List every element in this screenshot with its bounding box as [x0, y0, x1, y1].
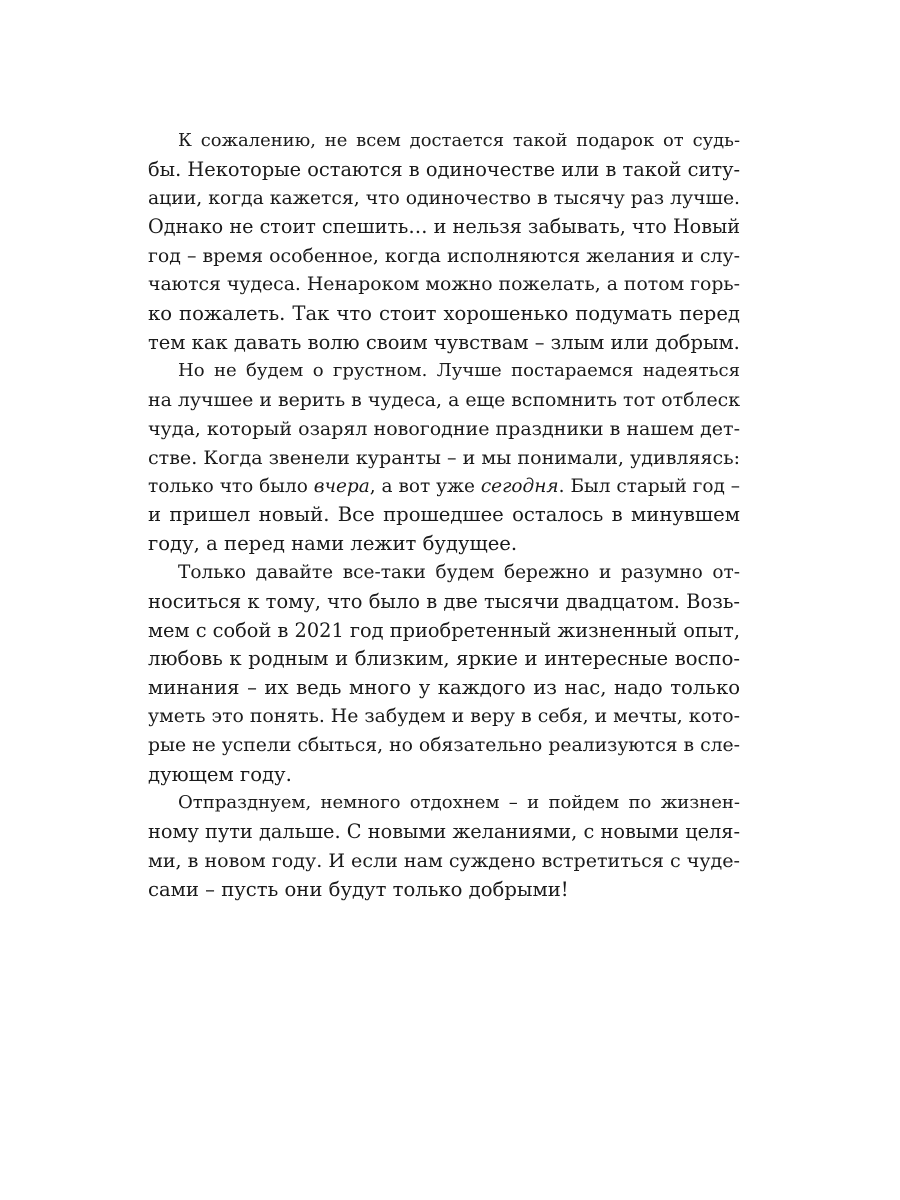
text-line: любовь к родным и близким, яркие и интересные воспо- — [148, 647, 740, 671]
text-line: чаются чудеса. Ненароком можно пожелать, а потом горь- — [148, 273, 741, 295]
text-line: на лучшее и верить в чудеса, а еще вспомнить тот отблеск — [148, 389, 740, 412]
paragraph-2 — [148, 357, 740, 559]
text-line: ми, в новом году. И если нам суждено встретиться с чуде- — [148, 849, 740, 872]
text-line: дующем году. — [148, 762, 292, 786]
text-line: стве. Когда звенели куранты – и мы понимали, удивляясь: — [148, 446, 740, 469]
text-line: уметь это понять. Не забудем и веру в себя, и мечты, кото- — [148, 705, 740, 727]
text-line: Отпразднуем, немного отдохнем – и пойдем по жизнен- — [178, 792, 740, 814]
italic-word-vchera: вчера — [313, 475, 370, 497]
text-line: ации, когда кажется, что одиночество в тысячу раз лучше. — [148, 187, 740, 209]
paragraph-1 — [148, 127, 740, 357]
paragraph-4 — [148, 789, 740, 904]
text-line: носиться к тому, что было в две тысячи двадцатом. Возь- — [148, 589, 740, 613]
text-line: Только давайте все-таки будем бережно и разумно от- — [178, 561, 740, 583]
paragraph-3 — [148, 559, 740, 789]
text-run: , а вот уже — [369, 475, 481, 497]
text-line: году, а перед нами лежит будущее. — [148, 532, 518, 556]
text-line: чуда, который озарял новогодние праздники в нашем дет- — [148, 417, 740, 440]
text-line: ному пути дальше. С новыми желаниями, с новыми целя- — [148, 820, 740, 844]
text-line: год – время особенное, когда исполняются желания и слу- — [148, 245, 740, 268]
text-line: бы. Некоторые остаются в одиночестве или в такой ситу- — [148, 157, 740, 181]
text-line: минания – их ведь много у каждого из нас, надо только — [148, 676, 740, 700]
text-line: К сожалению, не всем достается такой подарок от судь- — [178, 130, 740, 151]
text-line: рые не успели сбыться, но обязательно реализуются в сле- — [148, 734, 740, 756]
text-line-mixed — [148, 473, 740, 502]
text-line: ко пожалеть. Так что стоит хорошенько подумать перед — [148, 301, 740, 325]
text-run: . Был старый год – — [558, 475, 740, 497]
text-line: Но не будем о грустном. Лучше постараемся надеяться — [178, 360, 740, 382]
text-line: тем как давать волю своим чувствам – злым или добрым. — [148, 330, 740, 354]
text-run: только что было — [148, 475, 314, 497]
body-text — [148, 127, 740, 905]
text-line: Однако не стоит спешить… и нельзя забывать, что Новый — [148, 215, 740, 239]
text-line: сами – пусть они будут только добрыми! — [148, 877, 569, 901]
italic-word-segodnya: сегодня — [480, 475, 559, 497]
text-line: мем с собой в 2021 год приобретенный жизненный опыт, — [148, 618, 740, 642]
text-line: и пришел новый. Все прошедшее осталось в минувшем — [148, 503, 740, 527]
